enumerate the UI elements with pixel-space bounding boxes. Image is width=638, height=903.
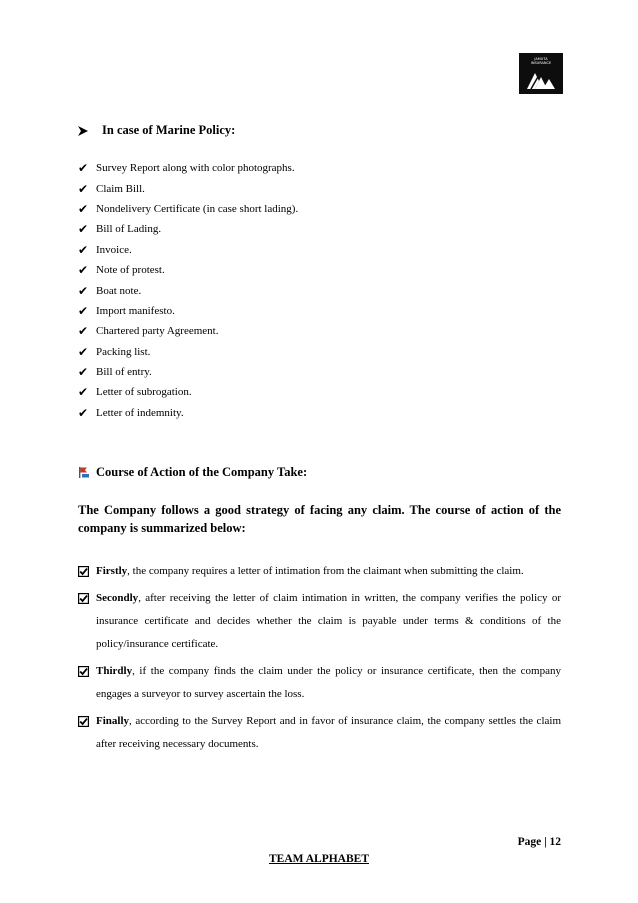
step-item-secondly [78, 587, 561, 656]
list-item-text: Survey Report along with color photographs. [96, 162, 295, 175]
list-item [78, 362, 298, 382]
course-of-action-heading [78, 465, 307, 480]
checkbox-checked-icon [78, 666, 89, 677]
marine-policy-heading [78, 123, 235, 138]
list-item-text: Boat note. [96, 284, 142, 297]
list-item [78, 301, 298, 321]
list-item-text: Note of protest. [96, 264, 165, 277]
list-item [78, 199, 298, 219]
logo-text-line2: INSURANCE [530, 61, 552, 65]
list-item [78, 158, 298, 178]
list-item [78, 403, 298, 423]
checkmark-icon: ✔ [78, 242, 89, 257]
footer-team-name: TEAM ALPHABET [268, 853, 369, 865]
checkbox-checked-icon [78, 716, 89, 727]
list-item-text: Letter of subrogation. [96, 386, 192, 399]
flag-bullet-icon [78, 467, 90, 478]
course-heading-text: Course of Action of the Company Take: [96, 465, 308, 479]
intro-paragraph: The Company follows a good strategy of facing any claim. The course of action of the company is summarized below: [78, 503, 561, 535]
list-item-text: Invoice. [96, 243, 132, 256]
checkmark-icon: ✔ [78, 161, 89, 176]
checkmark-icon: ✔ [78, 324, 89, 339]
checkbox-checked-icon [78, 566, 89, 577]
list-item-text: Import manifesto. [96, 304, 175, 317]
checkmark-icon: ✔ [78, 181, 89, 196]
checkmark-icon: ✔ [78, 344, 89, 359]
arrow-bullet-icon [78, 126, 88, 136]
checkmark-icon: ✔ [78, 222, 89, 237]
page-number: Page | 12 [517, 836, 561, 848]
checkmark-icon: ✔ [78, 201, 89, 216]
step-lead: Secondly [96, 592, 139, 604]
checkmark-icon: ✔ [78, 405, 89, 420]
step-text: , after receiving the letter of claim intimation in written, the company verifies the policy or insurance certificate and decides whether the claim is payable under terms & conditions of the policy/insurance certificate. [96, 592, 561, 650]
step-text: , according to the Survey Report and in favor of insurance claim, the company settles the claim after receiving necessary documents. [96, 715, 561, 750]
steps-list [78, 560, 561, 760]
list-item-text: Chartered party Agreement. [96, 325, 219, 338]
company-logo [519, 53, 563, 94]
step-item-thirdly [78, 660, 561, 706]
list-item-text: Bill of Lading. [96, 223, 162, 236]
checkmark-icon: ✔ [78, 263, 89, 278]
list-item [78, 260, 298, 280]
list-item [78, 321, 298, 341]
list-item-text: Letter of indemnity. [96, 406, 184, 419]
checkbox-checked-icon [78, 593, 89, 604]
checkmark-icon: ✔ [78, 365, 89, 380]
checkmark-icon: ✔ [78, 385, 89, 400]
list-item-text: Nondelivery Certificate (in case short lading). [96, 202, 299, 215]
step-item-firstly [78, 560, 561, 583]
step-lead: Firstly [96, 565, 128, 577]
marine-heading-text: In case of Marine Policy: [102, 123, 236, 137]
step-item-finally [78, 710, 561, 756]
list-item-text: Claim Bill. [96, 182, 145, 195]
logo-text [519, 57, 563, 65]
marine-document-list [78, 158, 298, 423]
list-item-text: Packing list. [96, 345, 151, 358]
logo-text-line1: JAMUTA [534, 57, 548, 61]
list-item [78, 240, 298, 260]
list-item [78, 382, 298, 402]
list-item [78, 178, 298, 198]
checkmark-icon: ✔ [78, 283, 89, 298]
step-lead: Finally [96, 715, 130, 727]
step-text: , if the company finds the claim under the policy or insurance certificate, then the company engages a surveyor to survey ascertain the loss. [96, 665, 561, 700]
list-item [78, 342, 298, 362]
step-lead: Thirdly [96, 665, 133, 677]
logo-peaks-icon [527, 69, 555, 89]
checkmark-icon: ✔ [78, 303, 89, 318]
list-item [78, 280, 298, 300]
list-item-text: Bill of entry. [96, 366, 152, 379]
step-text: , the company requires a letter of intimation from the claimant when submitting the claim. [127, 565, 524, 577]
list-item [78, 219, 298, 239]
